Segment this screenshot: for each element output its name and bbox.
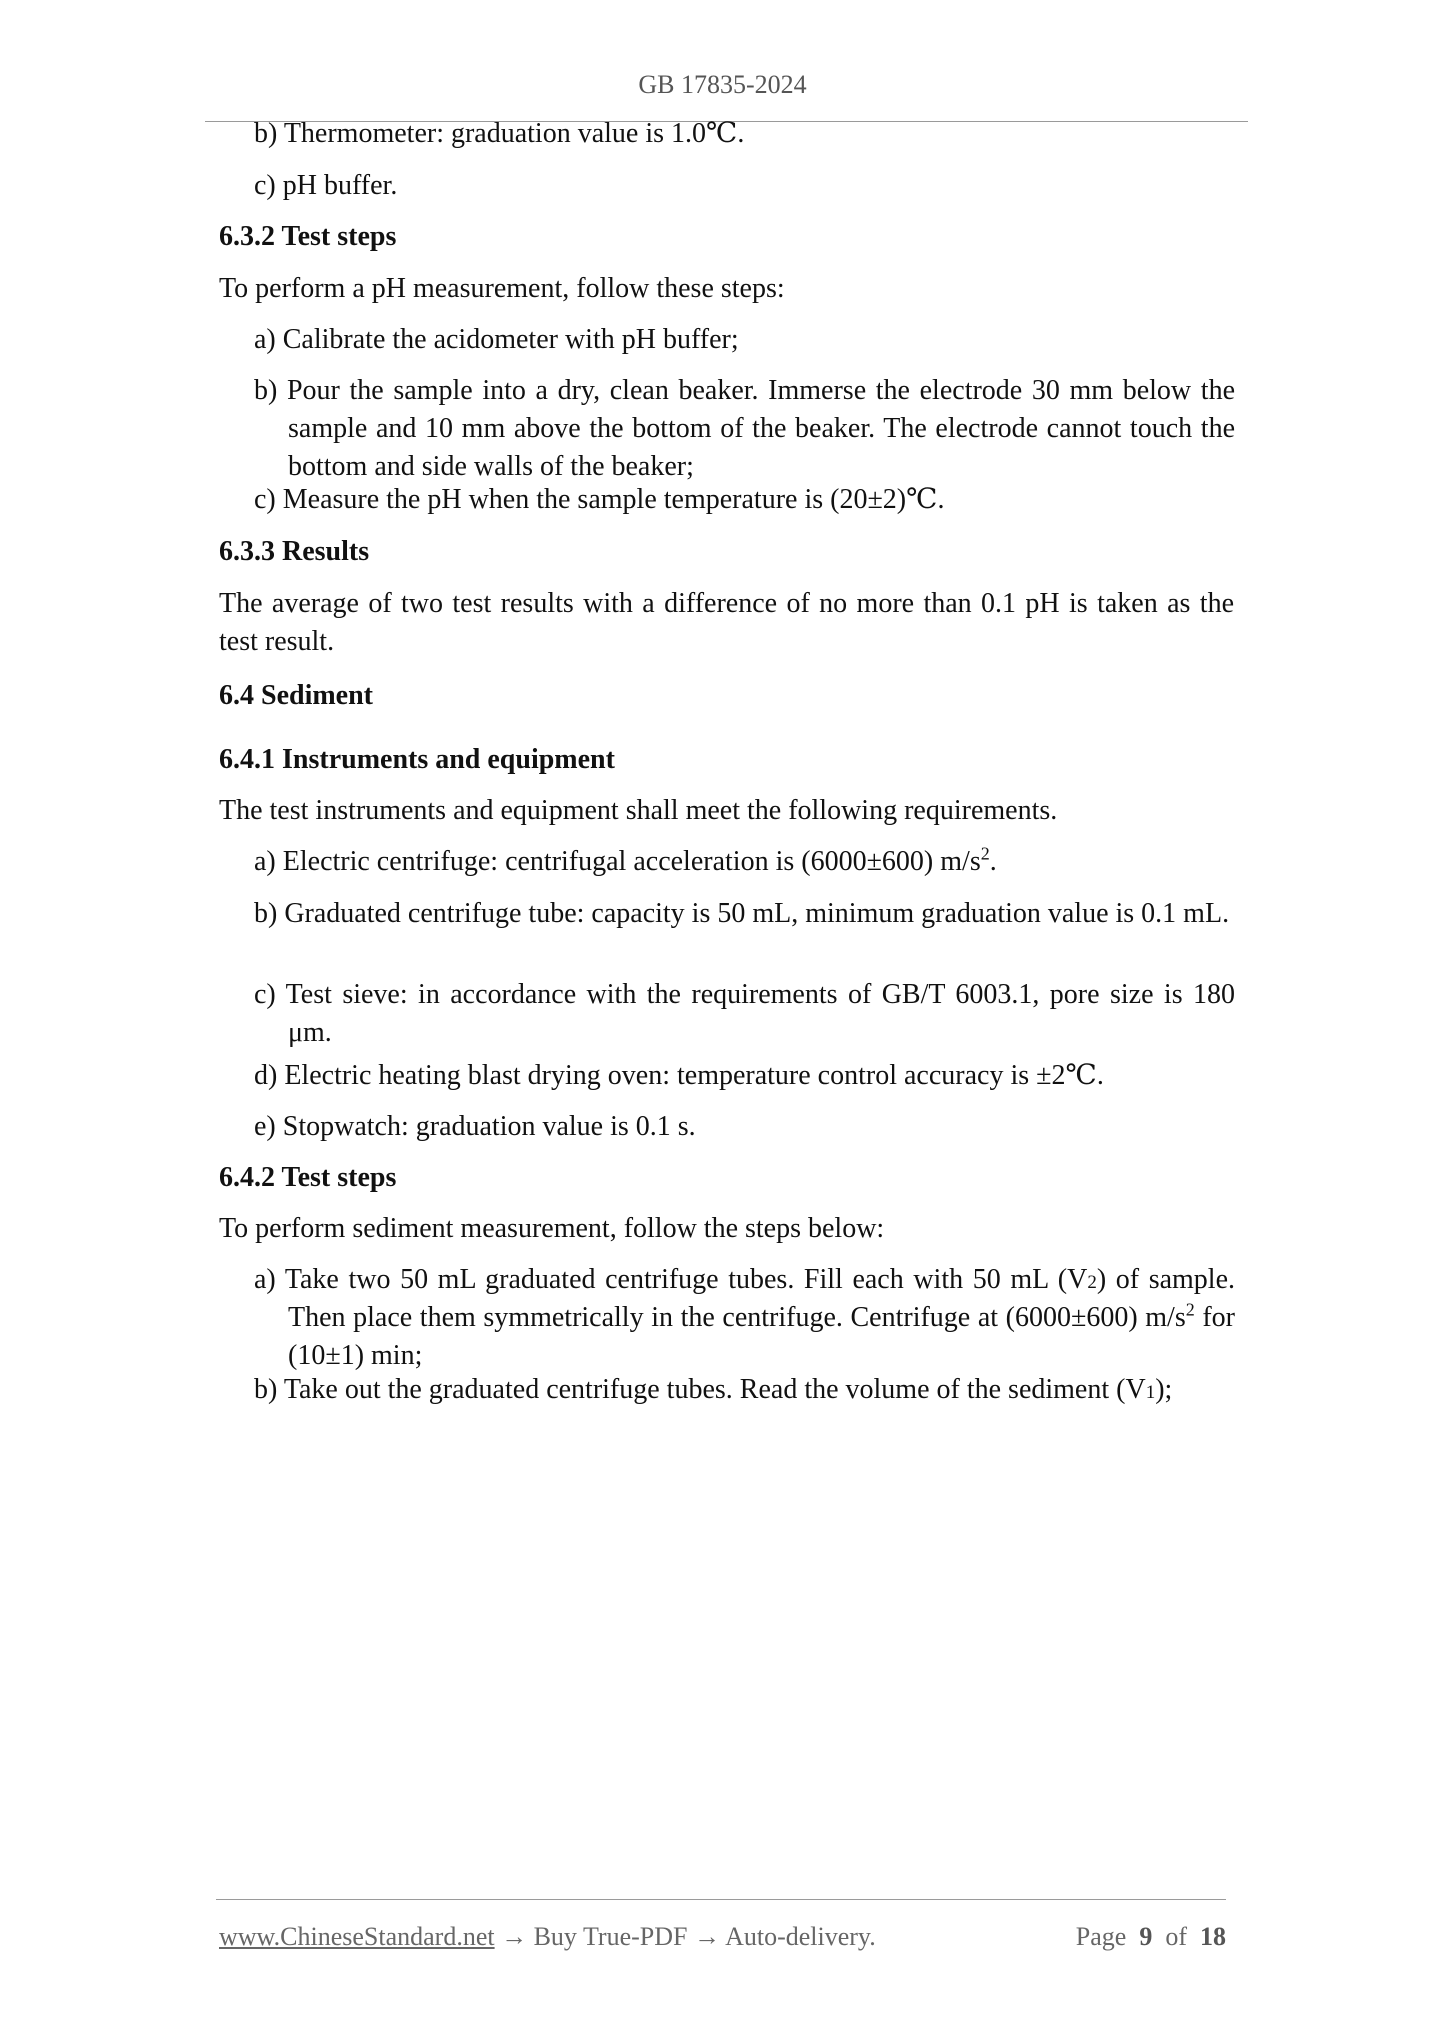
list-item-take-tubes-part3: for (10±1) min; xyxy=(288,1302,1235,1371)
list-item-read-volume-part2: ); xyxy=(1155,1374,1173,1405)
list-item-centrifuge-text: a) Electric centrifuge: centrifugal acceleration is (6000±600) m/s xyxy=(254,846,981,877)
footer-divider xyxy=(216,1899,1226,1900)
auto-delivery-text: Auto-delivery. xyxy=(725,1922,876,1951)
list-item-take-tubes-part2: ) of sample. Then place them symmetrically in the centrifuge. Centrifuge at (6000±600) m/s xyxy=(288,1264,1235,1333)
list-item-read-volume xyxy=(254,1371,1235,1409)
list-item-measure-ph: c) Measure the pH when the sample temperature is (20±2)℃. xyxy=(254,484,945,515)
subscript: 1 xyxy=(1145,1382,1156,1403)
page-of: of xyxy=(1165,1922,1187,1951)
page-header: GB 17835-2024 xyxy=(638,70,807,99)
paragraph-ph-intro: To perform a pH measurement, follow these steps: xyxy=(219,273,785,304)
paragraph-sediment-intro: To perform sediment measurement, follow the steps below: xyxy=(219,1213,885,1244)
list-item-take-tubes-part1: a) Take two 50 mL graduated centrifuge tubes. Fill each with 50 mL (V xyxy=(254,1264,1088,1295)
section-heading-6-4-1: 6.4.1 Instruments and equipment xyxy=(219,744,615,775)
list-item-calibrate: a) Calibrate the acidometer with pH buffer; xyxy=(254,324,739,355)
page-label: Page xyxy=(1075,1922,1127,1951)
list-item-stopwatch: e) Stopwatch: graduation value is 0.1 s. xyxy=(254,1111,696,1142)
list-item-thermometer: b) Thermometer: graduation value is 1.0℃. xyxy=(254,118,745,149)
section-heading-6-4-2: 6.4.2 Test steps xyxy=(219,1162,397,1193)
arrow-right-icon: → xyxy=(694,1922,720,1951)
section-heading-6-4: 6.4 Sediment xyxy=(219,680,373,711)
page-current: 9 xyxy=(1139,1922,1153,1951)
website-link[interactable]: www.ChineseStandard.net xyxy=(219,1922,495,1951)
page-number xyxy=(1076,1922,1226,1952)
superscript: 2 xyxy=(1185,1299,1195,1320)
list-item-take-tubes xyxy=(254,1261,1235,1375)
list-item-centrifuge-end: . xyxy=(989,846,997,877)
footer-promo xyxy=(219,1922,876,1952)
page-total: 18 xyxy=(1200,1922,1226,1951)
section-heading-6-3-3: 6.3.3 Results xyxy=(219,536,370,567)
superscript: 2 xyxy=(980,843,990,864)
buy-pdf-text: Buy True-PDF xyxy=(533,1922,688,1951)
list-item-drying-oven: d) Electric heating blast drying oven: temperature control accuracy is ±2℃. xyxy=(254,1060,1104,1091)
paragraph-instruments-intro: The test instruments and equipment shall meet the following requirements. xyxy=(219,795,1058,826)
arrow-right-icon: → xyxy=(501,1922,528,1951)
list-item-read-volume-part1: b) Take out the graduated centrifuge tubes. Read the volume of the sediment (V xyxy=(254,1374,1146,1405)
list-item-ph-buffer: c) pH buffer. xyxy=(254,170,398,201)
section-heading-6-3-2: 6.3.2 Test steps xyxy=(219,221,397,252)
list-item-pour-sample: b) Pour the sample into a dry, clean beaker. Immerse the electrode 30 mm below the sample and 10 mm above the bottom of the beaker. The electrode cannot touch the bottom and side walls of the beaker; xyxy=(254,375,1235,482)
list-item-centrifuge xyxy=(254,843,1235,881)
list-item-centrifuge-tube: b) Graduated centrifuge tube: capacity is 50 mL, minimum graduation value is 0.1 mL. xyxy=(254,898,1230,929)
paragraph-results: The average of two test results with a difference of no more than 0.1 pH is taken as the test result. xyxy=(219,588,1234,657)
subscript: 2 xyxy=(1087,1272,1097,1293)
list-item-test-sieve: c) Test sieve: in accordance with the requirements of GB/T 6003.1, pore size is 180 μm. xyxy=(254,979,1235,1048)
